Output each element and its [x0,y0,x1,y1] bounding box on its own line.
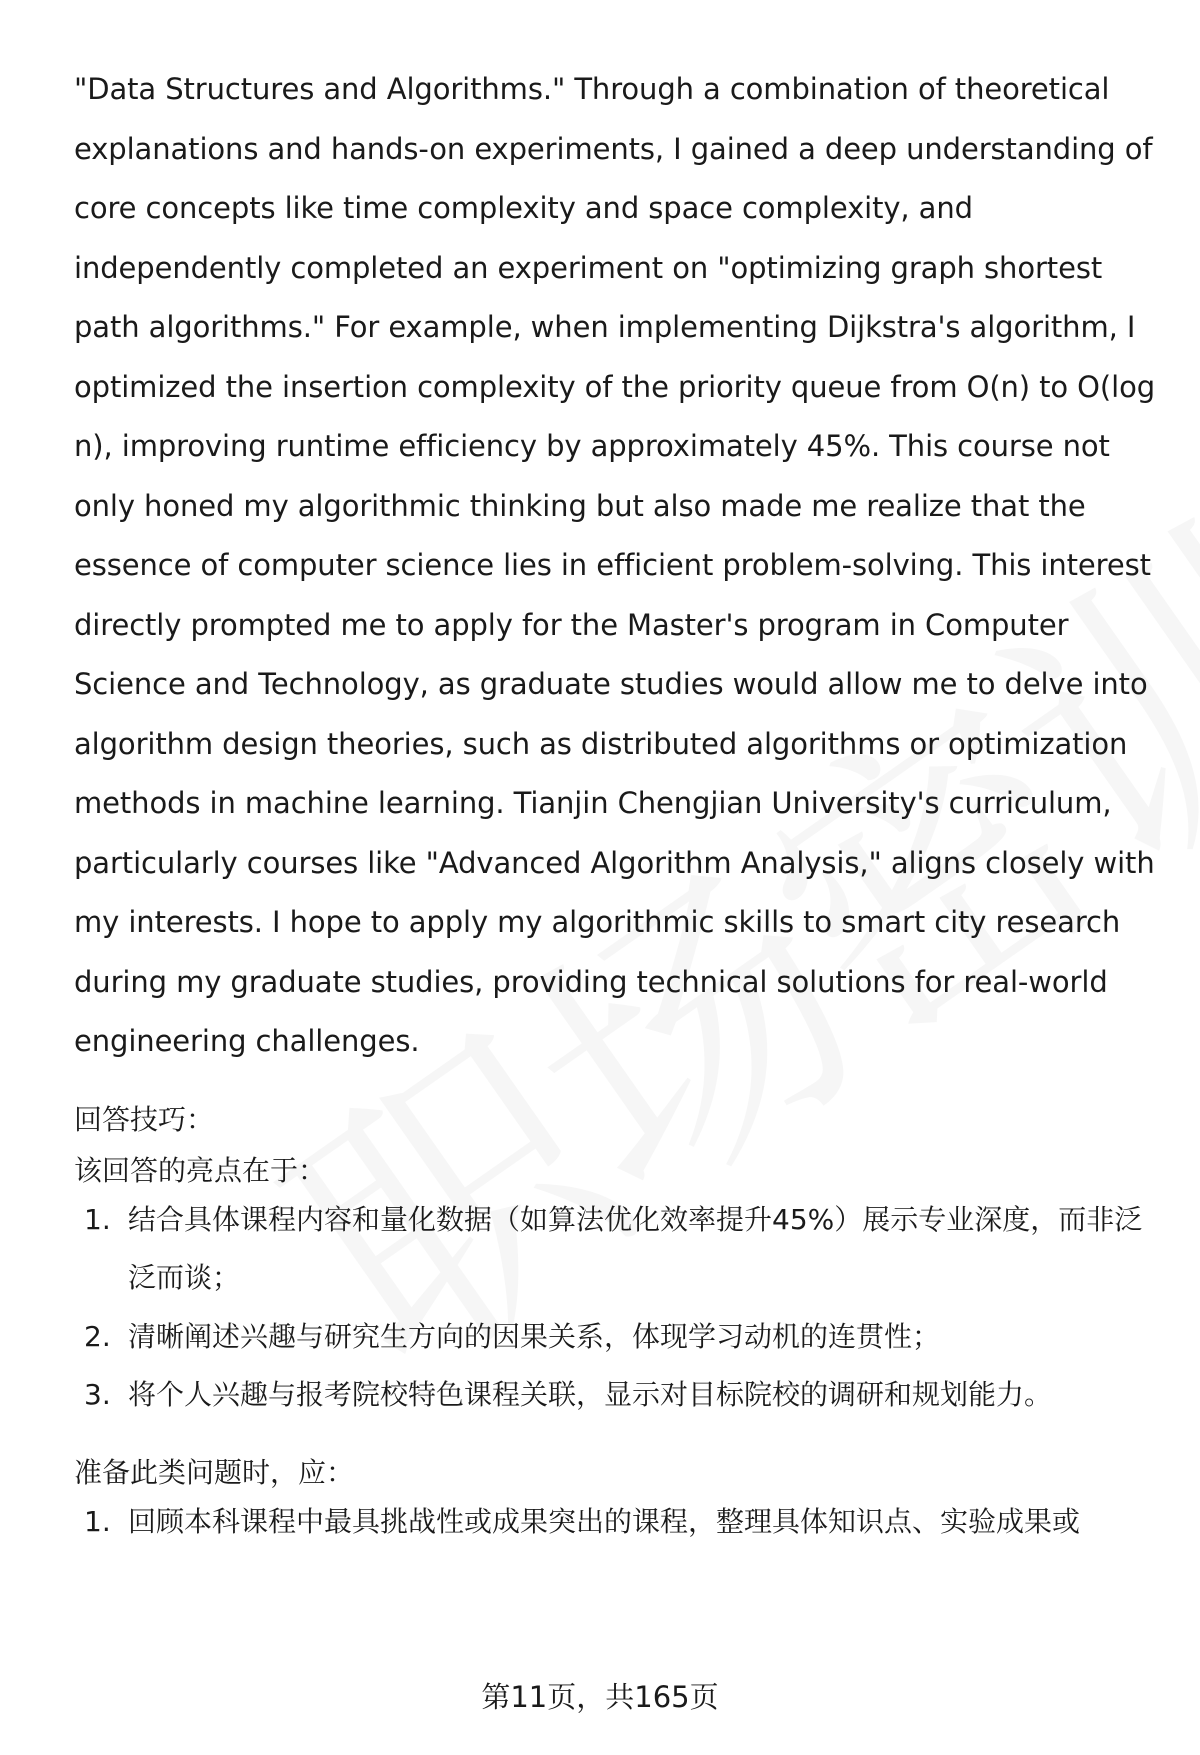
tips-heading: 回答技巧： [74,1102,215,1136]
list-item [74,1493,1164,1552]
highlights-list [74,1191,1164,1425]
prepare-heading: 准备此类问题时，应： [74,1455,355,1489]
list-item-text: 将个人兴趣与报考院校特色课程关联，显示对目标院校的调研和规划能力。 [128,1378,1053,1411]
page-footer: 第11页，共165页 [481,1680,719,1714]
list-item-number: 2. [84,1319,111,1353]
list-item-text: 清晰阐述兴趣与研究生方向的因果关系，体现学习动机的连贯性； [128,1319,941,1353]
document-page [74,60,1164,1551]
list-item-number: 1. [84,1504,111,1538]
list-item [74,1191,1164,1308]
list-item-text: 结合具体课程内容和量化数据（如算法优化效率提升45%）展示专业深度，而非泛泛而谈； [128,1202,1143,1294]
list-item [74,1308,1164,1367]
list-item-number: 1. [84,1202,111,1236]
prepare-list [74,1493,1164,1552]
list-item-text: 回顾本科课程中最具挑战性或成果突出的课程，整理具体知识点、实验成果或 [128,1504,1081,1538]
highlights-heading: 该回答的亮点在于： [74,1153,327,1187]
body-paragraph: "Data Structures and Algorithms." Through a combination of theoretical explanations and hands-on experiments, I gained a deep understanding of core concepts like time complexity and space complexity, and independently completed an experiment on "optimizing graph shortest path algorithms." For example, when implementing Dijkstra's algorithm, I optimized the insertion complexity of the priority queue from O(n) to O(log n), improving runtime efficiency by approximately 45%. This course not only honed my algorithmic thinking but also made me realize that the essence of computer science lies in efficient problem-solving. This interest directly prompted me to apply for the Master's program in Computer Science and Technology, as graduate studies would allow me to delve into algorithm design theories, such as distributed algorithms or optimization methods in machine learning. Tianjin Chengjian University's curriculum, particularly courses like "Advanced Algorithm Analysis," aligns closely with my interests. I hope to apply my algorithmic skills to smart city research during my graduate studies, providing technical solutions for real-world engineering challenges. [74,72,1156,1058]
list-item [74,1366,1164,1425]
list-item-number: 3. [84,1378,111,1411]
